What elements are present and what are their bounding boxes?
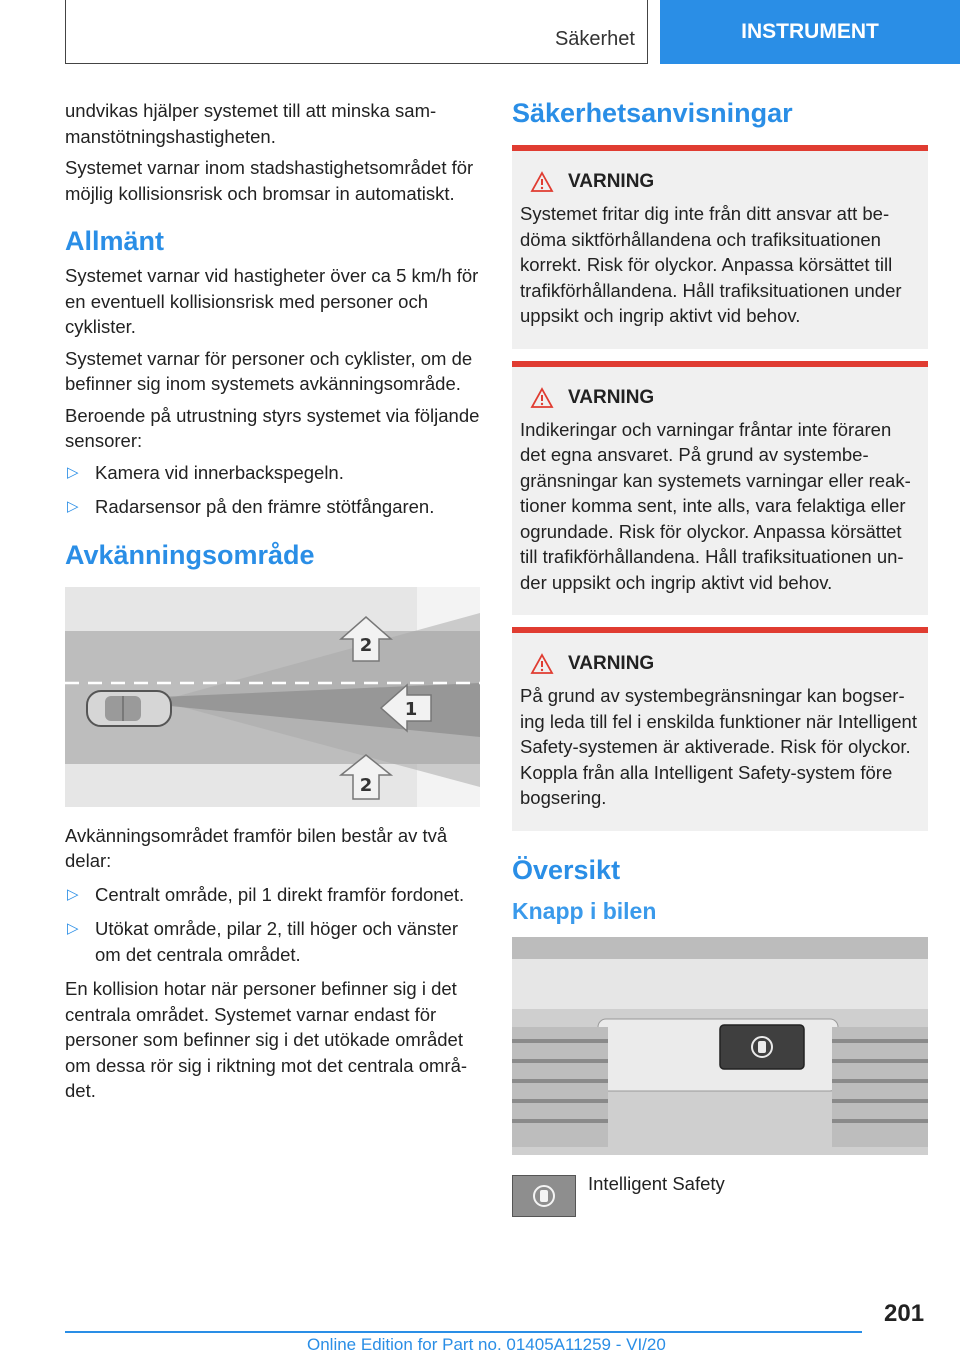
list-item: ▷ Utökat område, pilar 2, till höger och vänster om det centrala området. [67, 918, 458, 965]
section-heading-oversikt: Översikt [512, 854, 621, 885]
section-heading-allmant: Allmänt [65, 226, 165, 256]
list-item: ▷ Kamera vid innerbackspegeln. [65, 460, 480, 486]
range-list [65, 882, 480, 968]
svg-text:1: 1 [404, 698, 418, 720]
warning-box [512, 145, 928, 349]
detection-range-figure [65, 587, 480, 807]
section-heading-sakerhetsanvisningar: Säkerhetsanvisningar [512, 98, 793, 128]
dashboard-vents-illustration [512, 937, 928, 1155]
subsection-heading-knapp: Knapp i bilen [512, 897, 657, 924]
header-chapter-tab[interactable]: INSTRUMENT [660, 0, 960, 64]
left-column [65, 98, 480, 1110]
car-icon [87, 691, 171, 726]
triangle-bullet-icon: ▷ [67, 498, 79, 515]
warning-text: Indikeringar och varningar fråntar inte föraren det egna ansvaret. På grund av systembegränsningar kan systemets varningar eller reaktioner komma sent, inte alls, vara felaktiga eller ogrundade. Risk för olyckor. Anpassa körsättet till trafikförhållandena. Håll trafiksituationen under uppsikt och ingrip aktivt vid behov. [520, 418, 911, 593]
body-paragraph: Avkänningsområdet framför bilen består av två delar: [65, 824, 448, 871]
list-item: ▷ Radarsensor på den främre stötfångaren. [65, 494, 480, 520]
right-column [512, 98, 928, 1217]
footer-divider [65, 1331, 862, 1333]
detection-range-illustration [65, 587, 480, 807]
warning-title: VARNING [568, 386, 655, 408]
intelligent-safety-button[interactable] [720, 1025, 804, 1069]
warning-triangle-icon [530, 653, 554, 675]
warning-header [530, 653, 920, 675]
right-vent-grille [832, 1027, 928, 1147]
intro-paragraph: undvikas hjälper systemet till att minska sammanstötningshastigheten. [65, 100, 437, 147]
triangle-bullet-icon: ▷ [67, 920, 79, 937]
triangle-bullet-icon: ▷ [67, 463, 79, 481]
svg-text:2: 2 [359, 774, 373, 796]
warning-title: VARNING [568, 653, 655, 674]
warning-box [512, 627, 928, 831]
button-caption-row [512, 1171, 928, 1217]
body-paragraph: Systemet varnar vid hastigheter över ca 5 km/h för en eventuell kollisionsrisk med personer och cyklister. [65, 265, 479, 337]
warning-triangle-icon [530, 387, 554, 409]
warning-box [512, 361, 928, 616]
body-paragraph: Systemet varnar för personer och cyklister, om de befinner sig inom systemets avkänningsområde. [65, 347, 473, 394]
button-caption: Intelligent Safety [588, 1172, 725, 1194]
warning-text: Systemet fritar dig inte från ditt ansvar att bedöma siktförhållandena och trafiksituationen korrekt. Risk för olyckor. Anpassa körsättet till trafikförhållandena. Håll trafiksituationen under uppsikt och ingrip aktivt vid behov. [520, 203, 902, 326]
sensor-list [65, 460, 480, 520]
header-section-title: Säkerhet [554, 28, 635, 50]
header-section-box [65, 0, 648, 64]
warning-header [530, 171, 920, 193]
intelligent-safety-button-icon [512, 1175, 576, 1217]
car-button-photo [512, 937, 928, 1155]
triangle-bullet-icon: ▷ [67, 885, 79, 903]
warning-text: På grund av systembegränsningar kan bogsering leda till fel i enskilda funktioner när Intelligent Safety-systemen är aktiverade. Risk för olyckor. Koppla från alla Intelligent Safety-system före bogsering. [520, 685, 917, 808]
page-number: 201 [884, 1300, 925, 1327]
footer-edition-text: Online Edition for Part no. 01405A11259 - VI/20 [307, 1335, 666, 1354]
warning-triangle-icon [530, 171, 554, 193]
svg-text:2: 2 [359, 634, 373, 656]
left-vent-grille [512, 1027, 608, 1147]
warning-title: VARNING [568, 171, 655, 192]
list-item: ▷ Centralt område, pil 1 direkt framför fordonet. [65, 882, 480, 908]
body-paragraph: Beroende på utrustning styrs systemet via följande sensorer: [65, 404, 480, 451]
section-heading-avkanningsomrade: Avkänningsområde [65, 539, 315, 570]
intro-paragraph: Systemet varnar inom stadshastighetsområdet för möjlig kollisionsrisk och bromsar in automatiskt. [65, 157, 474, 204]
warning-header [530, 387, 920, 409]
body-paragraph: En kollision hotar när personer befinner sig i det centrala området. Systemet varnar endast för personer som befinner sig i det utökade området om dessa rör sig i riktning mot det centrala området. [65, 978, 468, 1101]
